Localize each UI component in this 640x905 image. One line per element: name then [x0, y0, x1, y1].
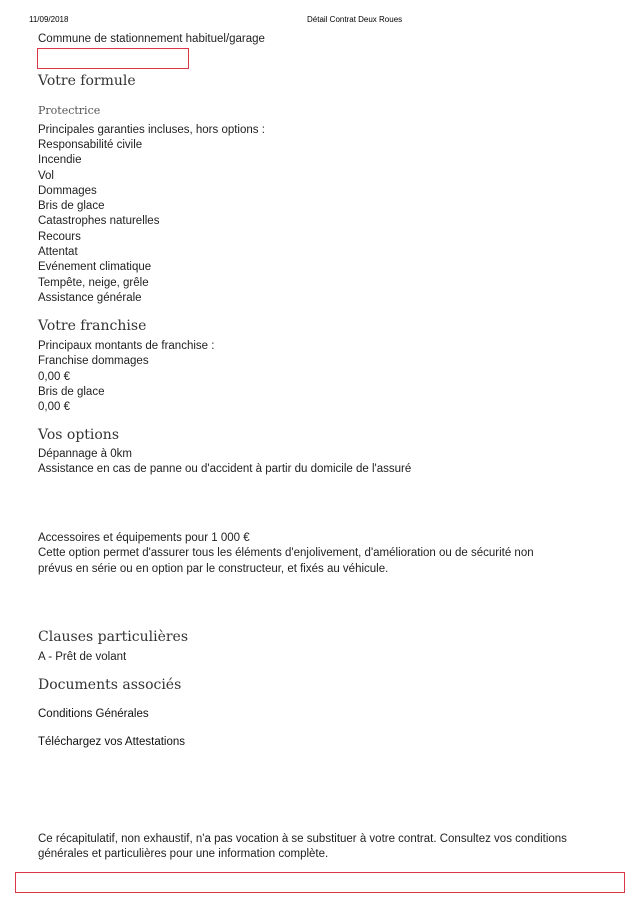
footer-highlight-box [15, 872, 625, 893]
clause-item: A - Prêt de volant [38, 651, 127, 663]
formula-intro: Principales garanties incluses, hors options : [38, 124, 265, 136]
guarantee-list [38, 138, 159, 306]
deductible-line: Franchise dommages [38, 355, 149, 368]
guarantee-item: Tempête, neige, grêle [38, 276, 149, 289]
deductible-line: 0,00 € [38, 401, 70, 414]
clauses-heading: Clauses particulières [38, 629, 189, 645]
options-heading: Vos options [38, 427, 120, 443]
document-title: Détail Contrat Deux Roues [307, 15, 403, 24]
deductible-line: Bris de glace [38, 385, 105, 398]
guarantee-item: Recours [38, 230, 81, 243]
formula-name: Protectrice [38, 104, 101, 117]
option-accessories-description-line2: prévus en série ou en option par le constructeur, et fixés au véhicule. [38, 563, 389, 575]
formula-heading: Votre formule [38, 73, 136, 89]
guarantee-item: Incendie [38, 154, 82, 167]
documents-heading: Documents associés [38, 677, 182, 693]
guarantee-item: Evénement climatique [38, 261, 152, 274]
option-accessories-description-line1: Cette option permet d'assurer tous les éléments d'enjolivement, d'amélioration ou de sécurité non [38, 547, 534, 559]
download-certificates-link[interactable]: Téléchargez vos Attestations [38, 736, 186, 748]
disclaimer-line2: générales et particulières pour une information complète. [38, 848, 329, 860]
deductible-line: 0,00 € [38, 370, 70, 383]
guarantee-item: Vol [38, 169, 54, 182]
guarantee-item: Responsabilité civile [38, 139, 143, 151]
guarantee-item: Bris de glace [38, 200, 105, 213]
print-date: 11/09/2018 [29, 15, 69, 24]
deductible-list [38, 339, 214, 415]
option-breakdown-title: Dépannage à 0km [38, 448, 132, 460]
option-breakdown-description: Assistance en cas de panne ou d'accident à partir du domicile de l'assuré [38, 463, 412, 475]
general-conditions-link[interactable]: Conditions Générales [38, 708, 149, 720]
guarantee-item: Catastrophes naturelles [38, 215, 160, 228]
parking-value-box [37, 48, 189, 69]
deductible-heading: Votre franchise [38, 318, 147, 334]
guarantee-item: Dommages [38, 184, 97, 197]
parking-label: Commune de stationnement habituel/garage [38, 33, 265, 45]
guarantee-item: Assistance générale [38, 291, 142, 304]
disclaimer-line1: Ce récapitulatif, non exhaustif, n'a pas vocation à se substituer à votre contrat. Consultez vos conditions [38, 833, 567, 845]
deductible-line: Principaux montants de franchise : [38, 340, 215, 352]
option-accessories-title: Accessoires et équipements pour 1 000 € [38, 532, 250, 544]
guarantee-item: Attentat [38, 246, 78, 259]
